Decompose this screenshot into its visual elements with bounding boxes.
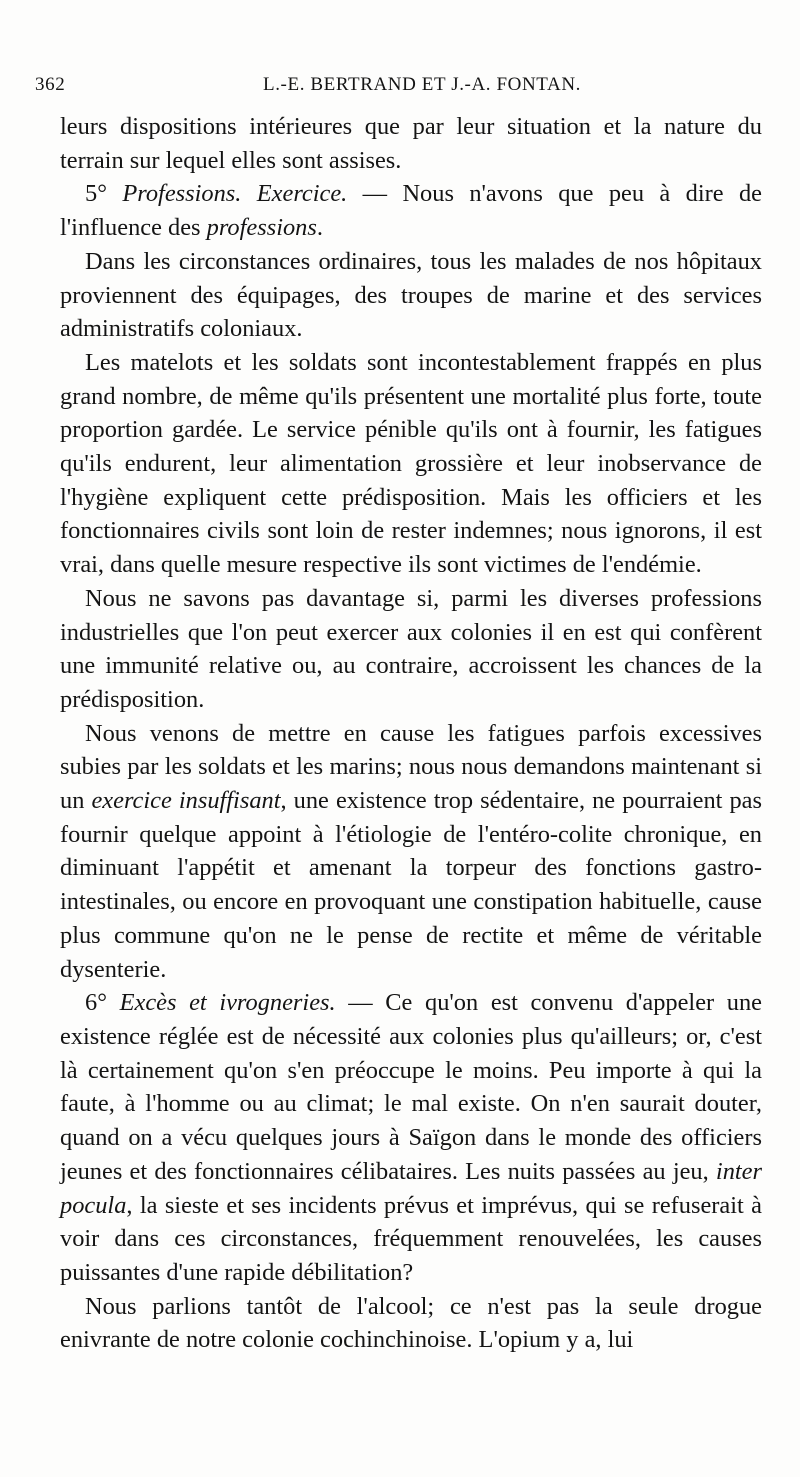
paragraph	[60, 245, 762, 346]
paragraph-text: Nous venons de mettre en cause les fatigues parfois excessives subies par les soldats et les marins; nous nous demandons maintenant si un	[60, 719, 762, 815]
paragraph	[60, 1290, 762, 1357]
section-number: 5°	[85, 180, 107, 208]
paragraph-text: .	[316, 214, 323, 242]
body-text	[60, 110, 762, 1357]
paragraph-text: — Ce qu'on est convenu d'appeler une existence réglée est de nécessité aux colonies plus qu'ailleurs; or, c'est là certainement qu'on s'en préoccupe le moins. Peu importe à qui la faute, à l'homme ou au climat; le mal existe. On n'en saurait douter, quand on a vécu quelques jours à Saïgon dans le monde des officiers jeunes et des fonctionnaires célibataires. Les nuits passées au jeu,	[60, 989, 763, 1185]
paragraph-text: Les matelots et les soldats sont incontestablement frappés en plus grand nombre, de même qu'ils présentent une mortalité plus forte, toute proportion gardée. Le service pénible qu'ils ont à fournir, les fatigues qu'ils endurent, leur alimentation grossière et leur inobservance de l'hygiène expliquent cette prédisposition. Mais les officiers et les fonctionnaires civils sont loin de rester indemnes; nous ignorons, il est vrai, dans quelle mesure respective ils sont victimes de l'endémie.	[60, 348, 762, 579]
paragraph-text: leurs dispositions intérieures que par leur situation et la nature du terrain sur lequel elles sont assises.	[60, 113, 762, 174]
section-number: 6°	[85, 989, 107, 1017]
paragraph-text: Nous parlions tantôt de l'alcool; ce n'est pas la seule drogue enivrante de notre colonie cochinchinoise. L'opium y a, lui	[60, 1292, 762, 1354]
paragraph	[60, 346, 762, 582]
section-heading: Professions. Exercice.	[122, 180, 348, 208]
paragraph	[60, 717, 762, 987]
page-header	[35, 74, 755, 104]
paragraph-text: Dans les circonstances ordinaires, tous les malades de nos hôpitaux proviennent des équipages, des troupes de marine et des services administratifs coloniaux.	[60, 247, 762, 343]
paragraph-text: , une existence trop sédentaire, ne pourraient pas fournir quelque appoint à l'étiologie de l'entéro-colite chronique, en diminuant l'appétit et amenant la torpeur des fonctions gastro-intestinales, ou encore en provoquant une constipation habituelle, cause plus commune qu'on ne le pense de rectite et même de véritable dysenterie.	[60, 787, 763, 983]
running-title: L.-E. BERTRAND ET J.-A. FONTAN.	[263, 74, 581, 95]
paragraph-text: , la sieste et ses incidents prévus et imprévus, qui se refuserait à voir dans ces circonstances, fréquemment renouvelées, les causes puissantes d'une rapide débilitation?	[60, 1191, 762, 1286]
emphasized-text: exercice insuffisant	[91, 787, 281, 815]
paragraph	[60, 110, 762, 177]
section-5-paragraph	[60, 177, 762, 244]
paragraph	[60, 582, 762, 717]
paragraph-text: Nous ne savons pas davantage si, parmi les diverses professions industrielles que l'on peut exercer aux colonies il en est qui confèrent une immunité relative ou, au contraire, accroissent les chances de la prédisposition.	[60, 584, 762, 713]
section-6-paragraph	[60, 986, 762, 1289]
emphasized-text: inter pocula	[60, 1157, 762, 1219]
emphasized-text: professions	[206, 214, 317, 242]
page-number: 362	[35, 74, 66, 95]
paragraph-text: — Nous n'avons que peu à dire de l'influence des	[60, 180, 762, 242]
section-heading: Excès et ivrogneries.	[119, 989, 336, 1017]
